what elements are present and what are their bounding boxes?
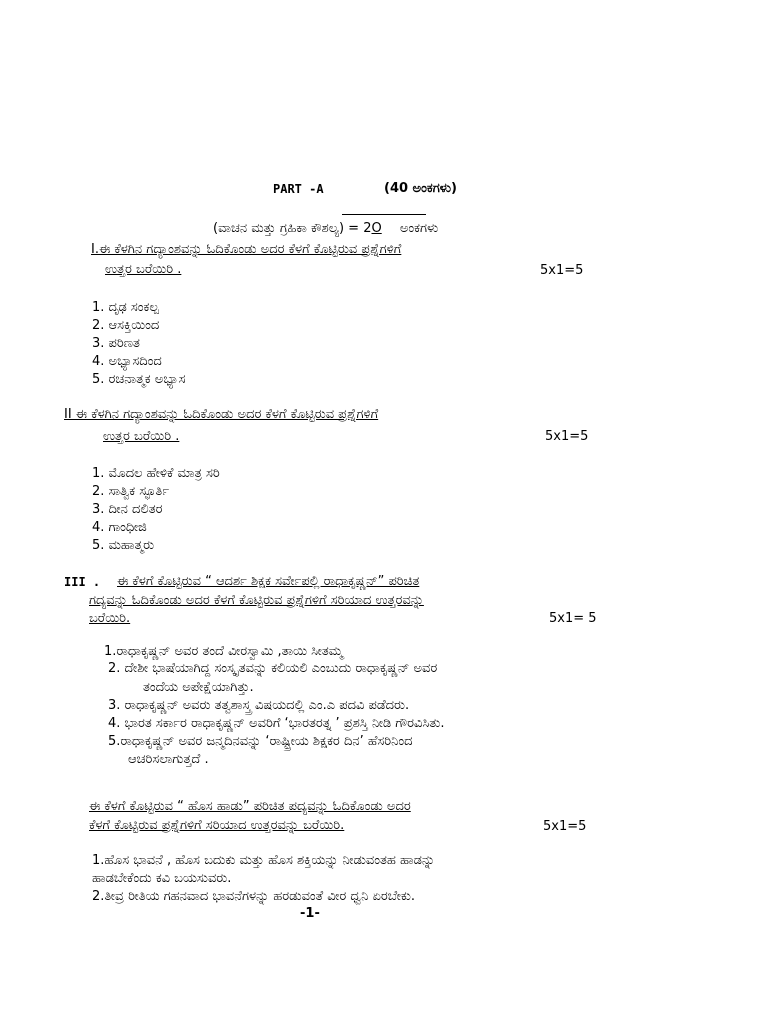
section-1-heading-cont: ಉತ್ತರ ಬರೆಯಿರಿ .	[105, 262, 182, 277]
list-item-continued: ಹಾಡಬೇಕೆಂದು ಕವಿ ಬಯಸುವರು.	[92, 871, 232, 886]
list-item: 1. ದೃಢ ಸಂಕಲ್ಪ	[92, 300, 159, 315]
list-item: 1.ರಾಧಾಕೃಷ್ಣನ್ ಅವರ ತಂದೆ ವೀರಸ್ವಾಮಿ ,ತಾಯಿ ಸೀತಮ್ಮ	[104, 644, 343, 659]
part-marks: (40 ಅಂಕಗಳು)	[384, 181, 457, 196]
section-4-marks: 5x1=5	[543, 819, 587, 834]
list-item: 2. ಆಸಕ್ತಿಯಿಂದ	[92, 318, 160, 333]
list-item: 3. ದೀನ ದಲಿತರ	[92, 502, 163, 517]
part-label: PART -A	[273, 182, 324, 196]
list-item-continued: ತಂದೆಯ ಅಪೇಕ್ಷೆಯಾಗಿತ್ತು.	[143, 680, 254, 695]
section-2-marks: 5x1=5	[545, 429, 589, 444]
section-2-heading-cont: ಉತ್ತರ ಬರೆಯಿರಿ .	[103, 429, 180, 444]
list-item: 5.ರಾಧಾಕೃಷ್ಣನ್ ಅವರ ಜನ್ಮದಿನವನ್ನು ‘ರಾಷ್ಟ್ರೀಯ ಶಿಕ್ಷಕರ ದಿನ’ ಹೆಸರಿನಿಂದ	[108, 734, 413, 749]
list-item: 3. ಪರಿಣತ	[92, 336, 140, 351]
section-3-number: III .	[64, 575, 101, 589]
subtitle-o: O	[371, 221, 382, 236]
list-item: 5. ರಚನಾತ್ಮಕ ಅಭ್ಯಾಸ	[92, 372, 186, 387]
list-item: 1. ಮೊದಲ ಹೇಳಿಕೆ ಮಾತ್ರ ಸರಿ	[92, 466, 220, 481]
list-item: 1.ಹೊಸ ಭಾವನೆ , ಹೊಸ ಬದುಕು ಮತ್ತು ಹೊಸ ಶಕ್ತಿಯನ್ನು ನೀಡುವಂತಹ ಹಾಡನ್ನು	[92, 853, 436, 868]
section-3-marks: 5x1= 5	[549, 611, 597, 626]
list-item: 3. ರಾಧಾಕೃಷ್ಣನ್ ಅವರು ತತ್ವಶಾಸ್ತ್ರ ವಿಷಯದಲ್ಲಿ ಎಂ.ಎ ಪದವಿ ಪಡೆದರು.	[108, 698, 410, 713]
subtitle-text: (ವಾಚನ ಮತ್ತು ಗ್ರಹಿಕಾ ಕೌಶಲ್ಯ) = 2	[213, 221, 372, 236]
list-item: 4. ಭಾರತ ಸರ್ಕಾರ ರಾಧಾಕೃಷ್ಣನ್ ಅವರಿಗೆ ‘ಭಾರತರತ್ನ ’ ಪ್ರಶಸ್ತಿ ನೀಡಿ ಗೌರವಿಸಿತು.	[108, 716, 445, 731]
section-4-heading-cont: ಕೆಳಗೆ ಕೊಟ್ಟಿರುವ ಪ್ರಶ್ನೆಗಳಿಗೆ ಸರಿಯಾದ ಉತ್ತರವನ್ನು ಬರೆಯಿರಿ.	[89, 818, 345, 833]
section-4-heading: ಈ ಕೆಳಗೆ ಕೊಟ್ಟಿರುವ “ ಹೊಸ ಹಾಡು” ಪರಿಚಿತ ಪದ್ಯವನ್ನು ಓದಿಕೊಂಡು ಅದರ	[89, 799, 411, 814]
list-item: 4. ಅಭ್ಯಾಸದಿಂದ	[92, 354, 162, 369]
list-item-continued: ಆಚರಿಸಲಾಗುತ್ತದೆ .	[128, 752, 209, 767]
list-item: 5. ಮಹಾತ್ಮರು	[92, 538, 155, 553]
section-3-heading-cont: ಗದ್ಯವನ್ನು ಓದಿಕೊಂಡು ಅದರ ಕೆಳಗೆ ಕೊಟ್ಟಿರುವ ಪ್ರಶ್ನೆಗಳಿಗೆ ಸರಿಯಾದ ಉತ್ತರವನ್ನು	[89, 593, 424, 608]
section-1-heading: I.ಈ ಕೆಳಗಿನ ಗದ್ಯಾಂಶವನ್ನು ಓದಿಕೊಂಡು ಅದರ ಕೆಳಗೆ ಕೊಟ್ಟಿರುವ ಪ್ರಶ್ನೆಗಳಿಗೆ	[91, 242, 402, 257]
list-item: 4. ಗಾಂಧೀಜಿ	[92, 520, 147, 535]
title-rule	[342, 214, 426, 215]
list-item: 2. ಸಾತ್ವಿಕ ಸ್ಫೂರ್ತಿ	[92, 484, 170, 499]
section-1-marks: 5x1=5	[540, 263, 584, 278]
page-number: -1-	[300, 906, 320, 921]
section-subtitle	[213, 220, 438, 237]
subtitle-tail: ಅಂಕಗಳು	[399, 221, 439, 236]
section-2-heading: II ಈ ಕೆಳಗಿನ ಗದ್ಯಾಂಶವನ್ನು ಓದಿಕೊಂಡು ಅದರ ಕೆಳಗೆ ಕೊಟ್ಟಿರುವ ಪ್ರಶ್ನೆಗಳಿಗೆ	[64, 407, 379, 422]
section-3-heading: ಈ ಕೆಳಗೆ ಕೊಟ್ಟಿರುವ “ ಆದರ್ಶ ಶಿಕ್ಷಕ ಸರ್ವೇಪಲ್ಲಿ ರಾಧಾಕೃಷ್ಣನ್” ಪರಿಚಿತ	[117, 574, 420, 589]
list-item: 2. ದೇಶೀ ಭಾಷೆಯಾಗಿದ್ದ ಸಂಸ್ಕೃತವನ್ನು ಕಲಿಯಲಿ ಎಂಬುದು ರಾಧಾಕೃಷ್ಣನ್ ಅವರ	[108, 661, 438, 676]
section-3-heading-end: ಬರೆಯಿರಿ.	[89, 611, 131, 626]
list-item: 2.ತೀವ್ರ ರೀತಿಯ ಗಹನವಾದ ಭಾವನೆಗಳನ್ನು ಹರಡುವಂತೆ ವೀರ ಧ್ವನಿ ಏರಬೇಕು.	[92, 889, 415, 904]
